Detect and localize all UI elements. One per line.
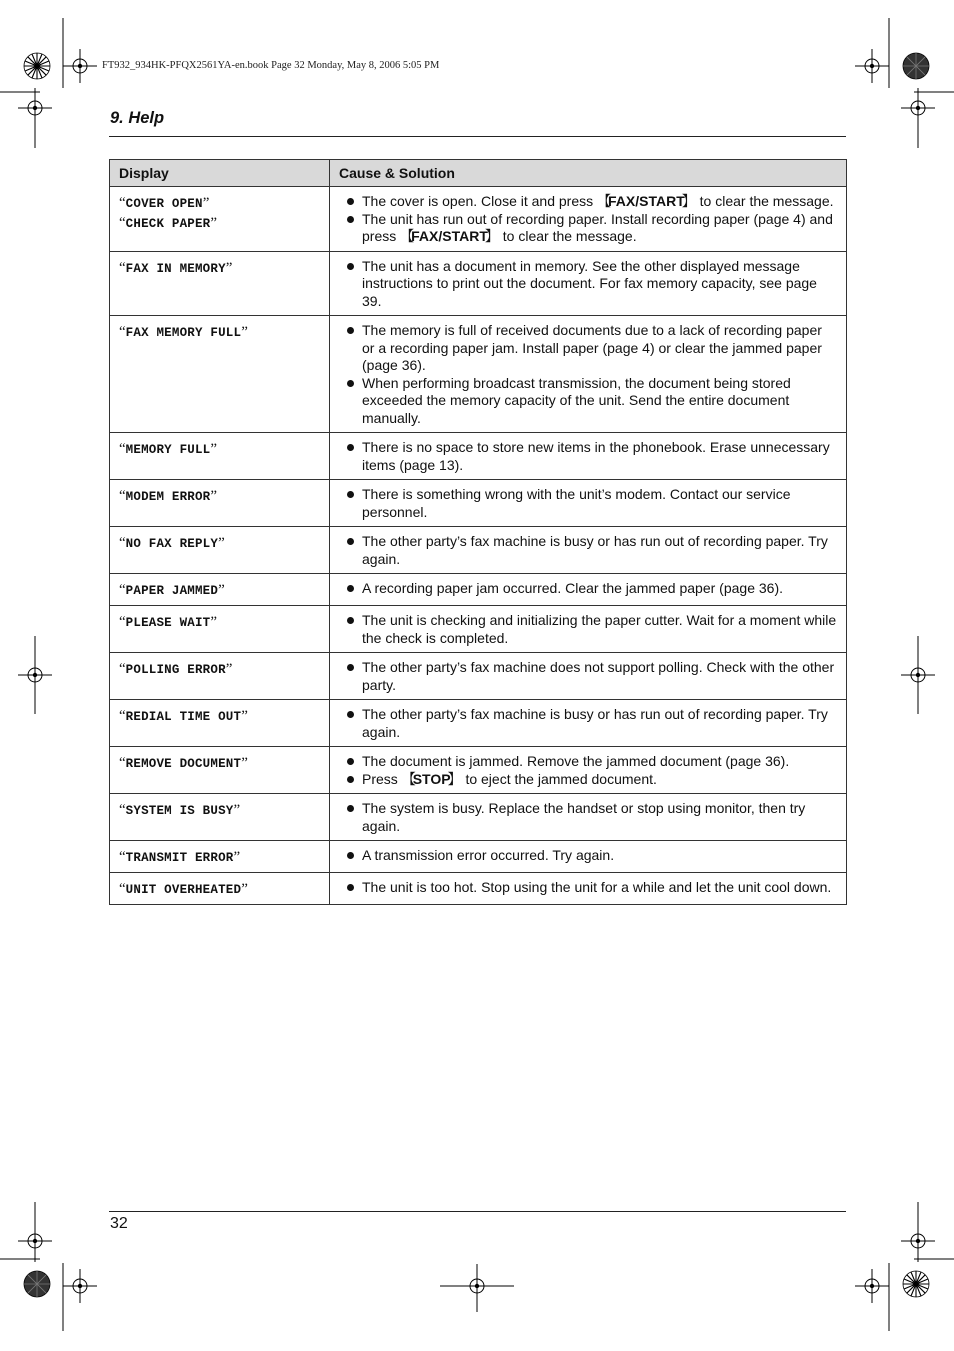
table-row [110,606,847,653]
table-header-row [110,160,847,187]
table-row [110,433,847,480]
display-cell [110,794,330,841]
column-header-cause-solution: Cause & Solution [330,160,847,187]
display-message: “PLEASE WAIT” [119,614,218,630]
display-message: “FAX IN MEMORY” [119,259,233,276]
display-cell [110,480,330,527]
display-cell [110,653,330,700]
cause-item: There is something wrong with the unit’s modem. Contact our service personnel. [339,486,837,521]
page-number: 32 [110,1215,128,1232]
cause-item: The unit is checking and initializing the paper cutter. Wait for a moment while the check is completed. [339,612,837,647]
cause-solution-cell [330,574,847,606]
header-rule [109,136,846,137]
cause-item: The other party’s fax machine is busy or has run out of recording paper. Try again. [339,533,837,568]
cause-solution-cell [330,841,847,873]
display-cell [110,700,330,747]
cause-item: The unit has a document in memory. See the other displayed message instructions to print out the document. For fax memory capacity, see page 39. [339,258,837,311]
column-header-display: Display [110,160,330,187]
key-label: 【 STOP 】 [402,771,462,787]
display-cell [110,873,330,905]
cause-solution-cell [330,480,847,527]
table-row [110,480,847,527]
display-message: “POLLING ERROR” [119,661,233,677]
book-file-info: FT932_934HK-PFQX2561YA-en.book Page 32 Monday, May 8, 2006 5:05 PM [102,60,440,71]
cause-item: Press 【 STOP 】 to eject the jammed document. [339,771,837,789]
table-row [110,527,847,574]
table-row [110,251,847,316]
key-label: 【 FAX/START 】 [597,193,696,209]
cause-solution-cell [330,187,847,252]
cause-item: The other party’s fax machine does not support polling. Check with the other party. [339,659,837,694]
footer-rule [109,1211,846,1212]
table-row [110,653,847,700]
display-message: “TRANSMIT ERROR” [119,849,241,865]
display-cell [110,251,330,316]
cause-solution-cell [330,316,847,433]
table-row [110,700,847,747]
display-cell [110,606,330,653]
cause-item: The unit is too hot. Stop using the unit for a while and let the unit cool down. [339,879,837,897]
display-message: “UNIT OVERHEATED” [119,881,248,897]
table-row [110,841,847,873]
table-row [110,316,847,433]
display-message: “MODEM ERROR” [119,488,218,504]
display-message: “NO FAX REPLY” [119,535,225,551]
corner-star-bottom-right [903,1271,929,1297]
cause-solution-cell [330,251,847,316]
display-cell [110,574,330,606]
display-message: “PAPER JAMMED” [119,582,225,598]
cause-solution-cell [330,873,847,905]
display-message: “CHECK PAPER” [119,215,218,231]
display-messages-table [109,159,847,905]
table-row [110,794,847,841]
display-cell [110,187,330,252]
cause-item: There is no space to store new items in the phonebook. Erase unnecessary items (page 13). [339,439,837,474]
display-message: “MEMORY FULL” [119,441,218,457]
display-message: “FAX MEMORY FULL” [119,324,248,340]
display-message: “SYSTEM IS BUSY” [119,802,241,818]
table-row [110,747,847,794]
corner-star-top-left [24,53,50,79]
section-title: 9. Help [110,109,165,127]
cause-solution-cell [330,433,847,480]
display-cell [110,841,330,873]
cause-solution-cell [330,606,847,653]
table-row [110,187,847,252]
cause-solution-cell [330,700,847,747]
corner-star-bottom-left [24,1271,50,1297]
cause-item: The memory is full of received documents due to a lack of recording paper or a recording paper jam. Install paper (page 4) or clear the jammed paper (page 36). [339,322,837,375]
table-row [110,574,847,606]
cause-solution-cell [330,794,847,841]
display-cell [110,527,330,574]
display-cell [110,316,330,433]
cause-item: A recording paper jam occurred. Clear the jammed paper (page 36). [339,580,837,598]
display-message: “REMOVE DOCUMENT” [119,755,248,771]
key-label: 【 FAX/START 】 [400,228,499,244]
cause-item: When performing broadcast transmission, the document being stored exceeded the memory capacity of the unit. Send the entire document manually. [339,375,837,428]
corner-star-top-right [903,53,929,79]
display-message: “COVER OPEN” [119,195,210,211]
cause-solution-cell [330,653,847,700]
cause-item: The document is jammed. Remove the jammed document (page 36). [339,753,837,771]
display-message: “REDIAL TIME OUT” [119,708,248,724]
cause-solution-cell [330,747,847,794]
display-cell [110,747,330,794]
cause-item: The system is busy. Replace the handset or stop using monitor, then try again. [339,800,837,835]
cause-item: The cover is open. Close it and press 【 FAX/START 】 to clear the message. [339,193,837,211]
cause-item: The unit has run out of recording paper. Install recording paper (page 4) and press 【 FAX/START 】 to clear the message. [339,211,837,246]
cause-solution-cell [330,527,847,574]
cause-item: A transmission error occurred. Try again. [339,847,837,865]
display-cell [110,433,330,480]
cause-item: The other party’s fax machine is busy or has run out of recording paper. Try again. [339,706,837,741]
table-row [110,873,847,905]
